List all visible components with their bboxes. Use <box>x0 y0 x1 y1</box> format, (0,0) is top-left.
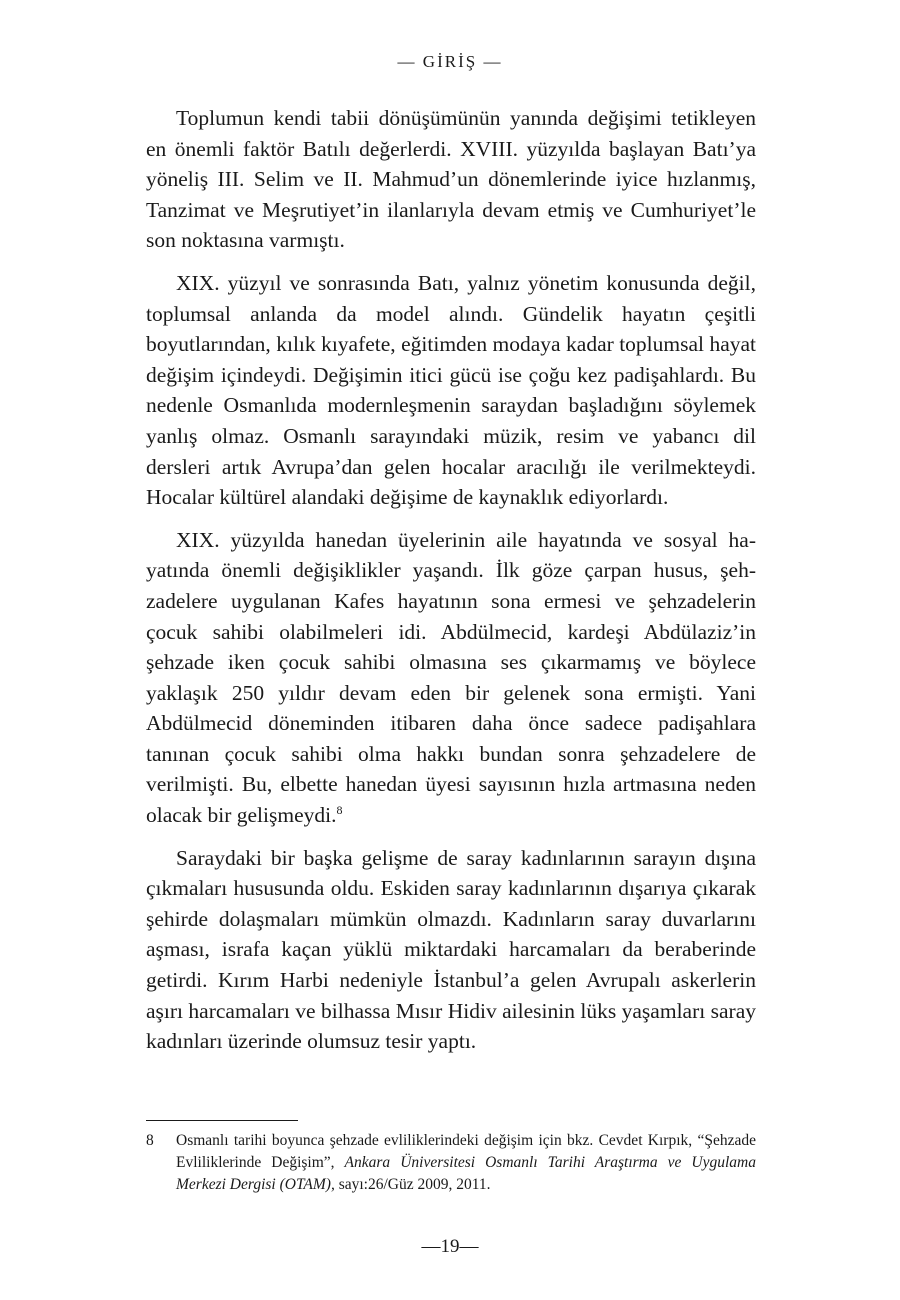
page-number: —19— <box>421 1236 479 1257</box>
paragraph-4: Saraydaki bir başka gelişme de saray kadınlarının sarayın dışına çıkmaları hususunda oldu. Eskiden saray kadınlarının dışarıya çıkarak şehirde dolaşmaları mümkün olmazdı. Kadınların saray duvarlarını aşması, israfa kaçan yüklü miktardaki harcamaları da beraberinde getirdi. Kırım Harbi nedeniyle İstanbul’a gelen Avrupalı askerlerin aşırı harcamaları ve bilhassa Mısır Hidiv ailesinin lüks yaşamları saray kadınları üzerinde olumsuz tesir yaptı. <box>146 845 756 1054</box>
paragraph-2: XIX. yüzyıl ve sonrasında Batı, yalnız yönetim konusunda değil, toplumsal anlanda da model alındı. Gündelik hayatın çeşitli boyutlarından, kılık kıyafete, eğitimden modaya kadar toplumsal hayat değişim içindeydi. Değişimin itici gücü ise çoğu kez padişahlardı. Bu nedenle Osmanlıda modernleşmenin saraydan başladığını söylemek yanlış olmaz. Osmanlı sarayındaki müzik, resim ve yabancı dil dersleri artık Avrupa’dan gelen hocalar aracılığı ile verilmekteydi. Hocalar kültürel alandaki değişime de kaynaklık ediyorlardı. <box>146 270 756 510</box>
paragraph-3 <box>146 525 756 831</box>
footnote <box>146 1130 756 1196</box>
footnote-text <box>176 1130 756 1196</box>
main-text <box>146 103 756 1069</box>
footnote-number: 8 <box>146 1132 154 1149</box>
footnote-separator <box>146 1120 298 1121</box>
footnote-text-before: Osmanlı tarihi boyunca şehzade evliliklerindeki değişim için bkz. Cevdet Kırpık, “Şehzade Evliliklerinde Değişim”, <box>176 1132 756 1171</box>
footnote-row <box>146 1130 756 1196</box>
footnote-text-after: sayı:26/Güz 2009, 2011. <box>334 1176 491 1193</box>
paragraph-3-text: XIX. yüzyılda hanedan üyelerinin aile hayatında ve sosyal hayatında önemli değişiklikler yaşandı. İlk göze çarpan husus, şehzadelere uygulanan Kafes hayatının sona ermesi ve şehzadelerin çocuk sahibi olabilmeleri idi. Abdülmecid, kardeşi Abdülaziz’in şehzade iken çocuk sahibi olmasına ses çıkarmamış ve böylece yaklaşık 250 yıldır devam eden bir gelenek sona ermişti. Yani Abdülmecid döneminden itibaren daha önce sadece padişahlara tanınan çocuk sahibi olma hakkı bundan sonra şehzadelere de verilmişti. Bu, elbette hanedan üyesi sayısının hızla artmasına neden olacak bir gelişmeydi. <box>146 527 756 828</box>
footnote-reference[interactable]: 8 <box>336 802 343 817</box>
footnote-journal-title: Ankara Üniversitesi Osmanlı Tarihi Araştırma ve Uygulama Merkezi Dergisi (OTAM), <box>176 1154 756 1193</box>
paragraph-1: Toplumun kendi tabii dönüşümünün yanında değişimi tetikleyen en önemli faktör Batılı değerlerdi. XVIII. yüzyılda başlayan Batı’ya yöneliş III. Selim ve II. Mahmud’un dönemlerinde iyice hızlanmış, Tanzimat ve Meşrutiyet’in ilanlarıyla devam etmiş ve Cumhuriyet’le son noktasına varmıştı. <box>146 106 756 253</box>
running-header: — GİRİŞ — <box>397 52 503 71</box>
